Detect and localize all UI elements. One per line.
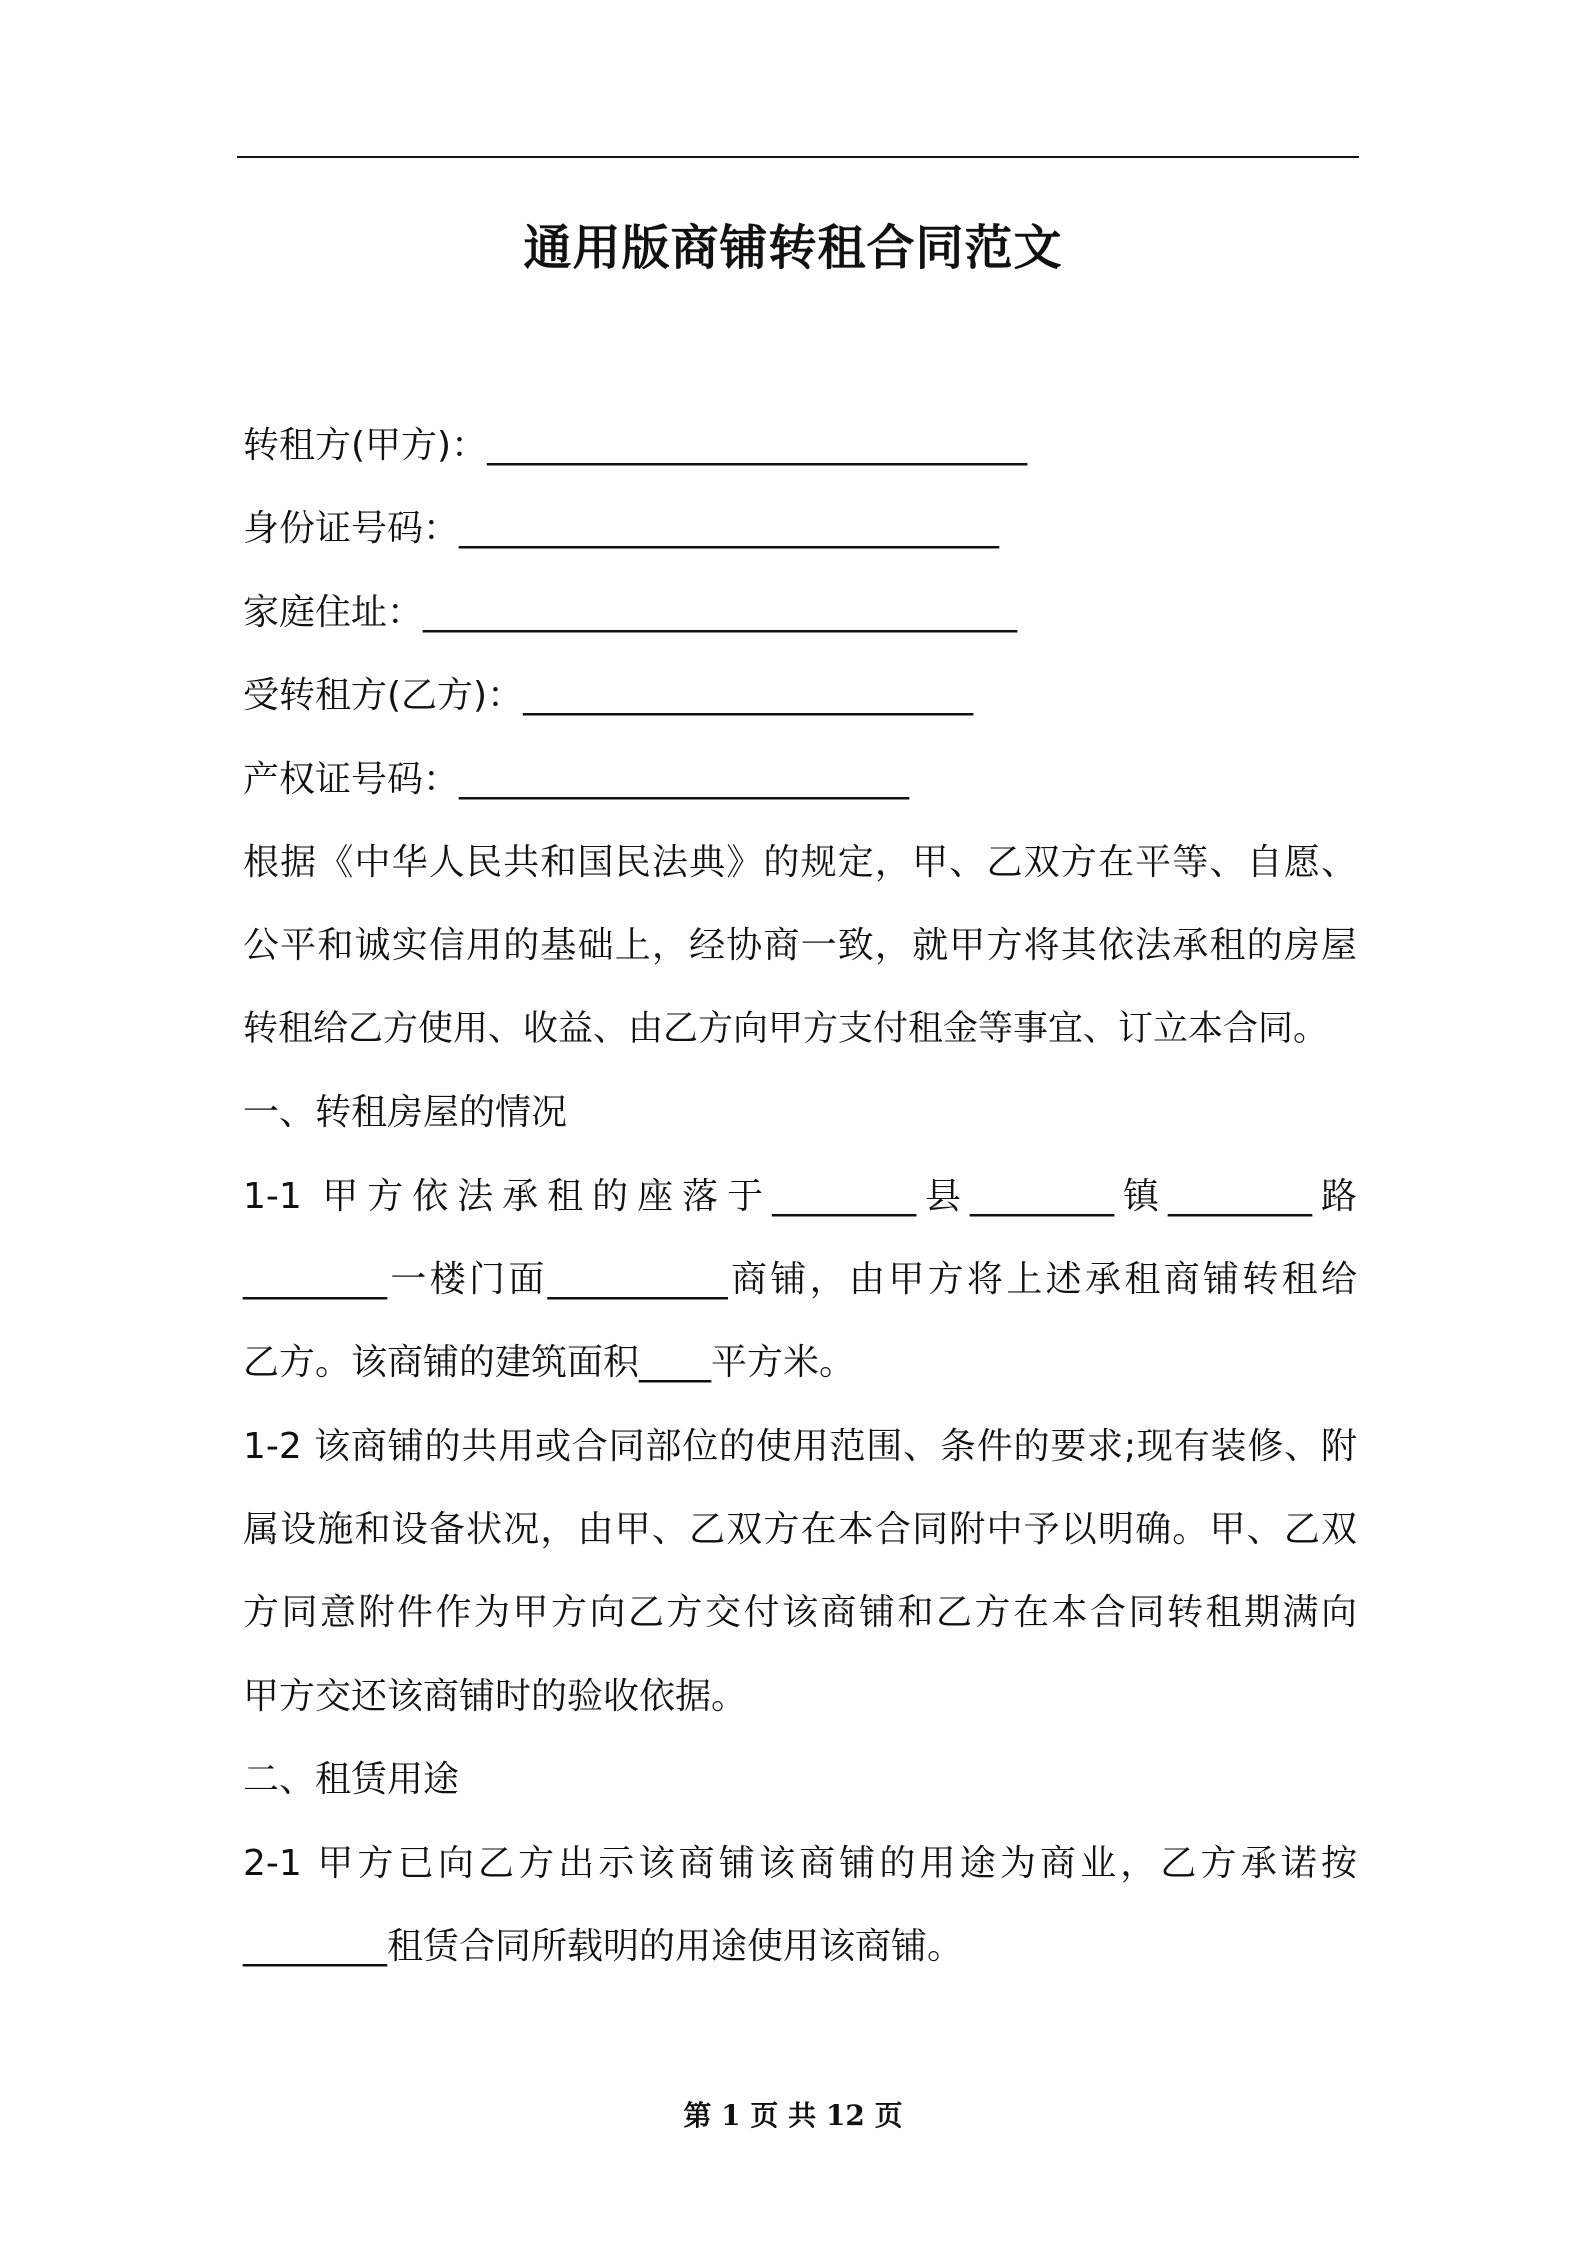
section-heading-2: 二、租赁用途 [243, 1759, 460, 1801]
preamble-line: 根据《中华人民共和国民法典》的规定，甲、乙双方在平等、自愿、 [243, 841, 1357, 883]
document-body [243, 404, 1357, 1988]
preamble-line: 公平和诚实信用的基础上，经协商一致，就甲方将其依法承租的房屋 [243, 925, 1357, 967]
property-cert-field: 产权证号码：_________________________ [243, 758, 910, 800]
clause-1-1-line: ________一楼门面__________商铺，由甲方将上述承租商铺转租给 [243, 1258, 1357, 1300]
section-heading-1: 一、转租房屋的情况 [243, 1092, 568, 1134]
lessor-field: 转租方(甲方)：______________________________ [243, 425, 1028, 466]
lessee-field: 受转租方(乙方)：_________________________ [243, 675, 974, 717]
preamble-line: 转租给乙方使用、收益、由乙方向甲方支付租金等事宜、订立本合同。 [243, 1008, 1329, 1049]
clause-2-1-line: ________租赁合同所载明的用途使用该商铺。 [243, 1926, 964, 1968]
id-number-field: 身份证号码：______________________________ [243, 508, 1000, 550]
clause-1-2-line: 1-2 该商铺的共用或合同部位的使用范围、条件的要求;现有装修、附 [243, 1425, 1357, 1467]
clause-2-1-line: 2-1 甲方已向乙方出示该商铺该商铺的用途为商业，乙方承诺按 [243, 1842, 1357, 1884]
header-rule [237, 156, 1359, 158]
clause-1-2-line: 方同意附件作为甲方向乙方交付该商铺和乙方在本合同转租期满向 [243, 1592, 1357, 1634]
clause-1-2-line: 属设施和设备状况，由甲、乙双方在本合同附中予以明确。甲、乙双 [243, 1509, 1357, 1551]
clause-1-1-line: 乙方。该商铺的建筑面积____平方米。 [243, 1342, 856, 1384]
home-address-field: 家庭住址：_________________________________ [243, 591, 1018, 633]
clause-1-2-line: 甲方交还该商铺时的验收依据。 [243, 1675, 748, 1717]
page-number: 第 1 页 共 12 页 [683, 2099, 903, 2132]
document-title: 通用版商铺转租合同范文 [523, 220, 1063, 276]
clause-1-1-line: 1-1 甲方依法承租的座落于________县________镇________路 [243, 1175, 1357, 1217]
